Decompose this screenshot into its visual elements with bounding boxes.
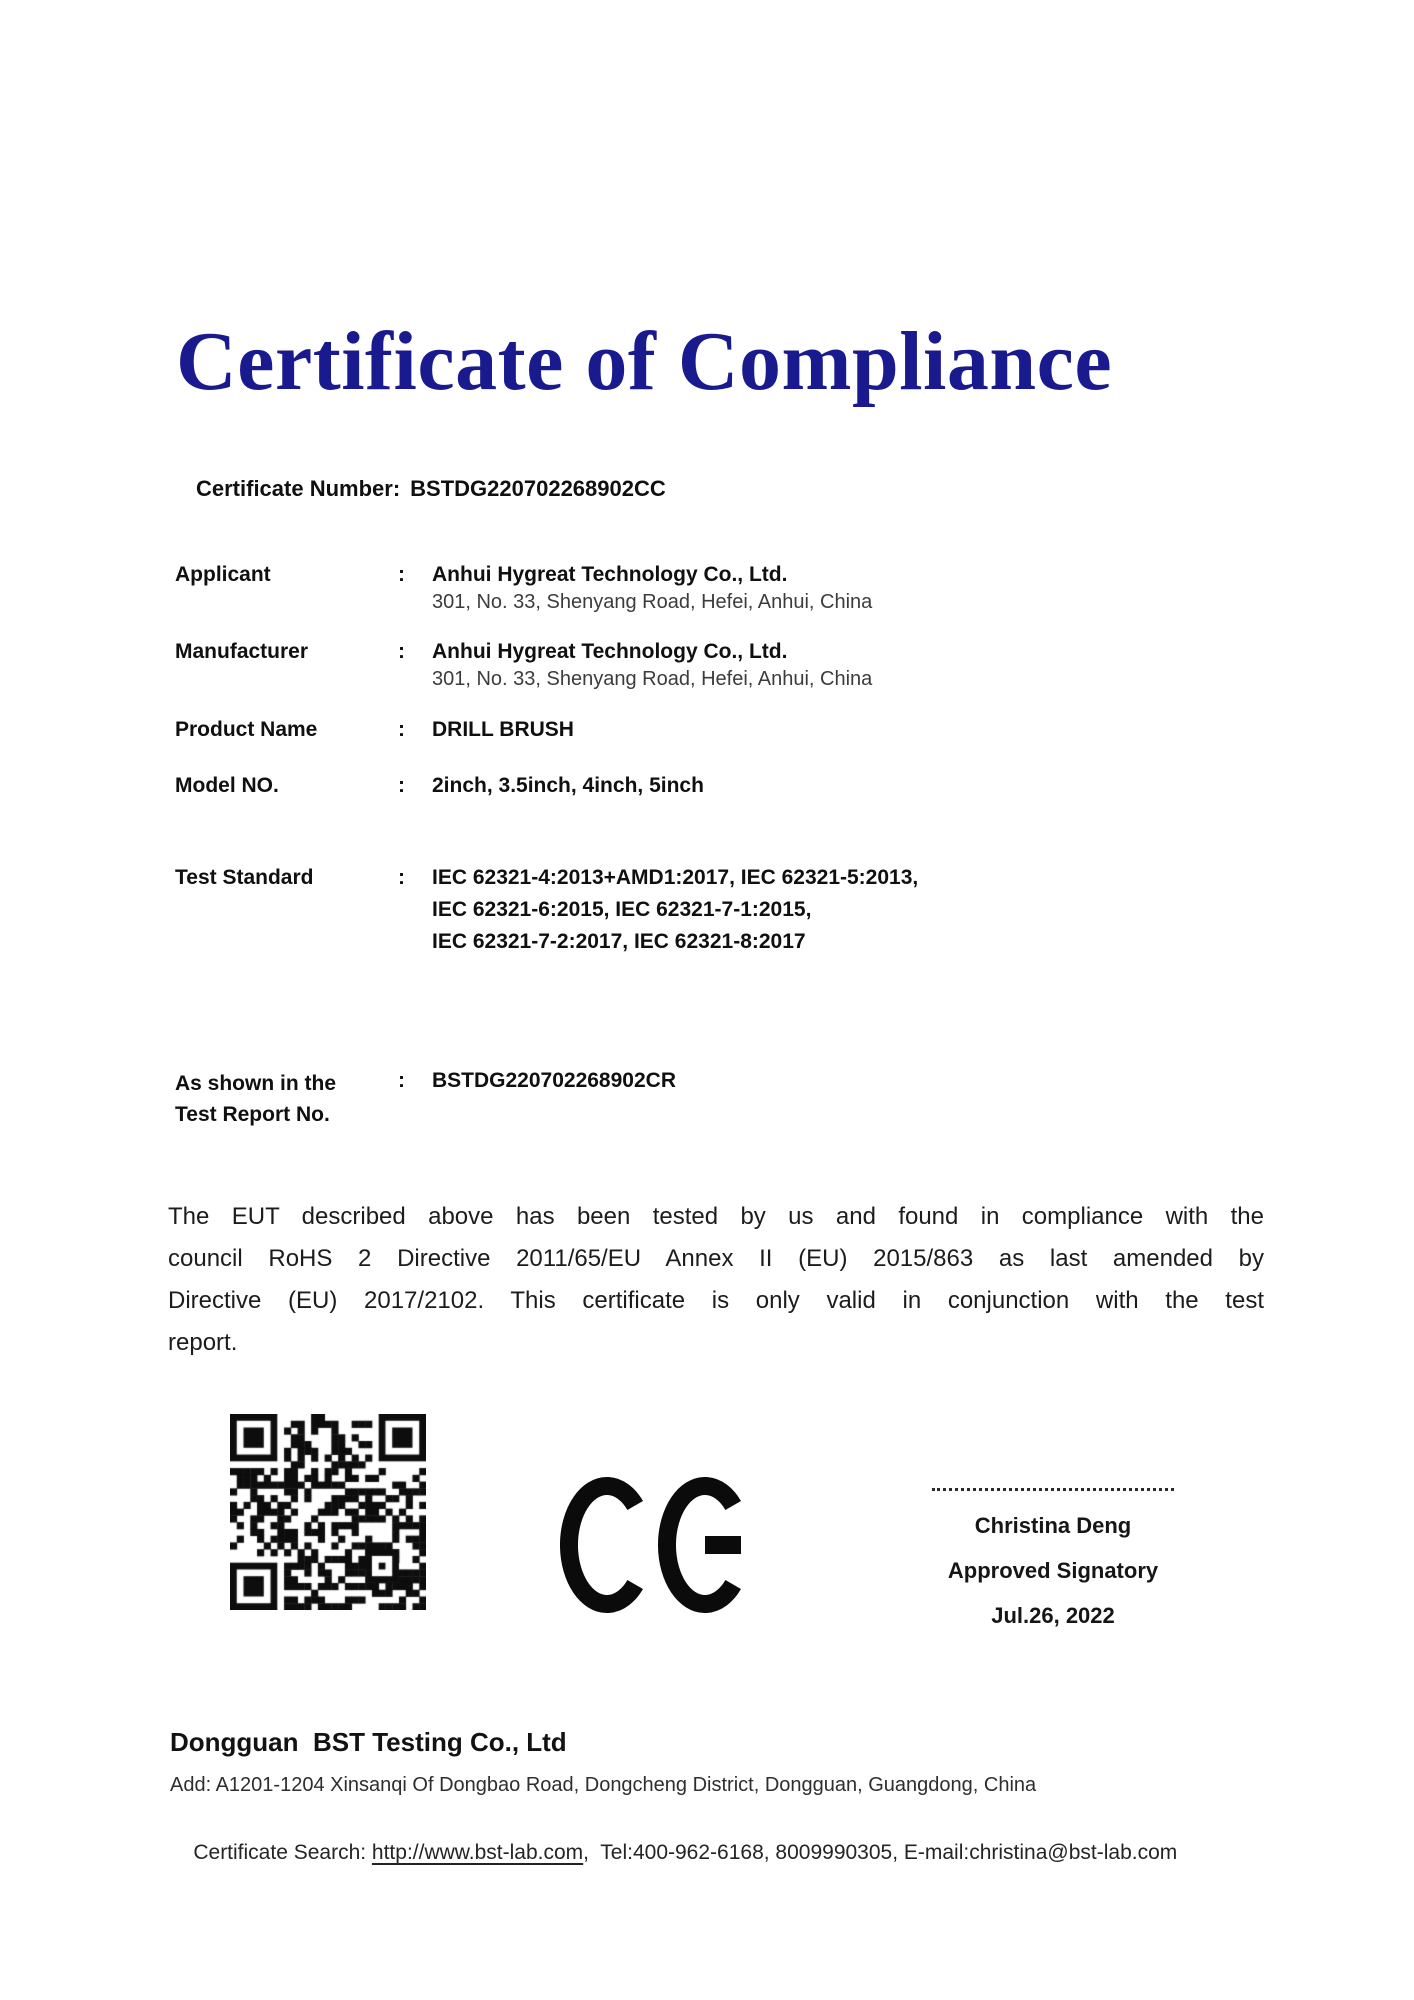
lab-address: Add: A1201-1204 Xinsanqi Of Dongbao Road, Dongcheng District, Dongguan, Guangdong, China <box>170 1774 1037 1796</box>
certificate-number-line <box>196 476 666 502</box>
ce-mark-icon <box>560 1477 752 1613</box>
applicant-value-block <box>432 562 872 615</box>
model-no-value: 2inch, 3.5inch, 4inch, 5inch <box>432 774 704 797</box>
manufacturer-name: Anhui Hygreat Technology Co., Ltd. <box>432 640 788 663</box>
test-report-label-line1: As shown in the <box>175 1072 337 1095</box>
test-report-label-line2: Test Report No. <box>175 1103 330 1126</box>
colon: : <box>398 1069 405 1092</box>
signature-dotted-line <box>932 1488 1174 1491</box>
certificate-search-label: Certificate Search: <box>193 1841 372 1864</box>
test-standard-line: IEC 62321-4:2013+AMD1:2017, IEC 62321-5:2013, <box>432 866 919 889</box>
colon: : <box>398 640 405 663</box>
colon: : <box>398 774 405 797</box>
qr-code-icon <box>230 1414 426 1610</box>
statement-line: Directive (EU) 2017/2102. This certificate is only valid in conjunction with the test <box>168 1287 1264 1314</box>
test-standard-value-block <box>432 862 918 958</box>
certificate-search-line <box>170 1814 1177 1892</box>
applicant-name: Anhui Hygreat Technology Co., Ltd. <box>432 563 788 586</box>
colon: : <box>398 563 405 586</box>
model-no-label: Model NO. <box>175 774 279 797</box>
signatory-name: Christina Deng <box>974 1513 1132 1538</box>
test-report-label <box>175 1068 336 1130</box>
test-standard-label: Test Standard <box>175 866 314 889</box>
colon: : <box>398 718 405 741</box>
manufacturer-address: 301, No. 33, Shenyang Road, Hefei, Anhui, China <box>432 668 873 690</box>
signature-block <box>930 1488 1176 1638</box>
test-standard-line: IEC 62321-6:2015, IEC 62321-7-1:2015, <box>432 898 812 921</box>
test-report-value: BSTDG220702268902CR <box>432 1069 676 1092</box>
product-name-value: DRILL BRUSH <box>432 718 574 741</box>
manufacturer-value-block <box>432 639 872 692</box>
statement-line: report. <box>168 1329 238 1356</box>
applicant-address: 301, No. 33, Shenyang Road, Hefei, Anhui, China <box>432 591 873 613</box>
compliance-statement <box>168 1196 1264 1364</box>
certificate-number-value: BSTDG220702268902CC <box>410 476 666 501</box>
page-title: Certificate of Compliance <box>176 315 1113 408</box>
signature-date: Jul.26, 2022 <box>991 1603 1115 1628</box>
statement-line: council RoHS 2 Directive 2011/65/EU Annex II (EU) 2015/863 as last amended by <box>168 1245 1264 1272</box>
colon: : <box>398 866 405 889</box>
test-standard-line: IEC 62321-7-2:2017, IEC 62321-8:2017 <box>432 930 806 953</box>
contact-info: , Tel:400-962-6168, 8009990305, E-mail:christina@bst-lab.com <box>583 1841 1178 1864</box>
product-name-label: Product Name <box>175 718 318 741</box>
manufacturer-label: Manufacturer <box>175 640 309 663</box>
certificate-number-label: Certificate Number: <box>196 476 401 501</box>
applicant-label: Applicant <box>175 563 271 586</box>
statement-line: The EUT described above has been tested by us and found in compliance with the <box>168 1203 1264 1230</box>
lab-company-name: Dongguan BST Testing Co., Ltd <box>170 1727 567 1757</box>
signatory-role: Approved Signatory <box>947 1558 1159 1583</box>
certificate-search-link[interactable]: http://www.bst-lab.com <box>371 1841 584 1864</box>
